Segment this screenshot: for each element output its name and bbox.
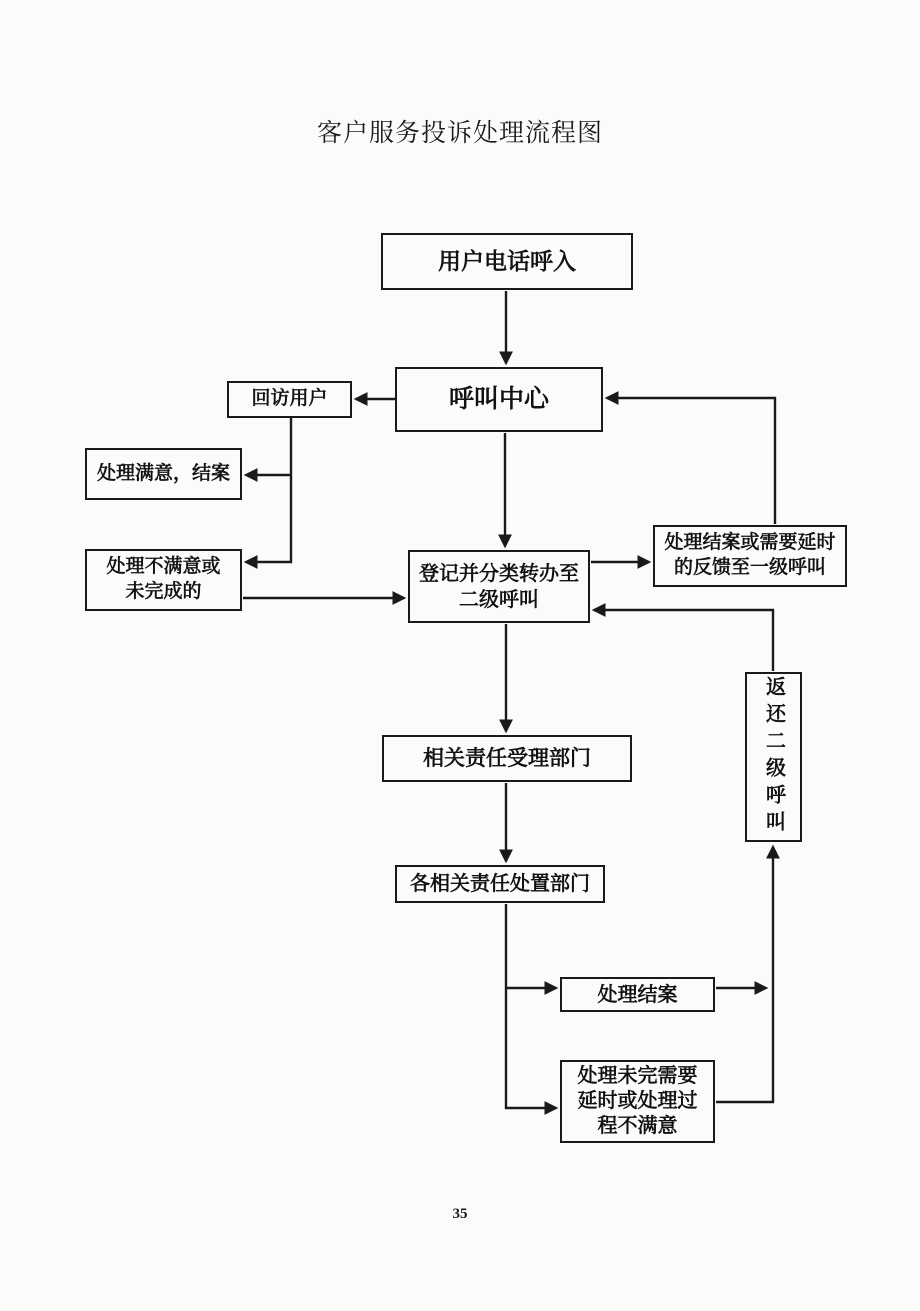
node-label-line: 程不满意 (597, 1115, 678, 1137)
node-satisfied-closed (85, 448, 242, 500)
arrow-returnsecond-to-register (594, 610, 773, 671)
node-return-second-level (745, 672, 802, 842)
node-unfinished-delay (560, 1060, 715, 1143)
node-label: 呼叫中心 (448, 385, 549, 414)
page-number: 35 (452, 1206, 468, 1222)
node-label-line: 登记并分类转办至 (419, 562, 579, 585)
node-label-line: 二级呼叫 (459, 588, 539, 611)
node-label: 各相关责任处置部门 (410, 873, 590, 895)
arrow-followup-to-unsatisfied (246, 418, 291, 562)
node-label-line: 处理不满意或 (106, 556, 221, 578)
node-acceptance-dept (382, 735, 632, 782)
node-follow-up-user (227, 381, 352, 418)
node-disposal-depts (395, 865, 605, 903)
arrow-unfinished-to-returnsecond (716, 847, 773, 1102)
node-label-line: 的反馈至一级呼叫 (673, 557, 826, 578)
node-case-closed (560, 977, 715, 1012)
node-feedback-first-level (653, 525, 847, 587)
node-label: 返还二级呼叫 (762, 676, 785, 838)
node-unsatisfied-unfinished (85, 549, 242, 611)
node-register-transfer (408, 550, 590, 623)
node-label-line: 未完成的 (125, 581, 202, 602)
node-label-line: 处理未完需要 (577, 1065, 698, 1087)
node-label: 处理结案 (597, 983, 678, 1006)
node-call-center (395, 367, 603, 432)
node-label-line: 延时或处理过 (577, 1090, 698, 1112)
node-label: 处理满意，结案 (96, 462, 230, 484)
page-title: 客户服务投诉处理流程图 (316, 120, 603, 147)
node-label: 回访用户 (251, 388, 328, 410)
node-label: 相关责任受理部门 (423, 746, 591, 770)
node-label-line: 处理结案或需要延时 (664, 532, 836, 554)
arrow-feedback-to-callcenter (607, 398, 775, 524)
node-label: 用户电话呼入 (438, 247, 576, 274)
arrow-disposal-to-unfinished (506, 904, 556, 1108)
node-user-call-in (381, 233, 633, 290)
